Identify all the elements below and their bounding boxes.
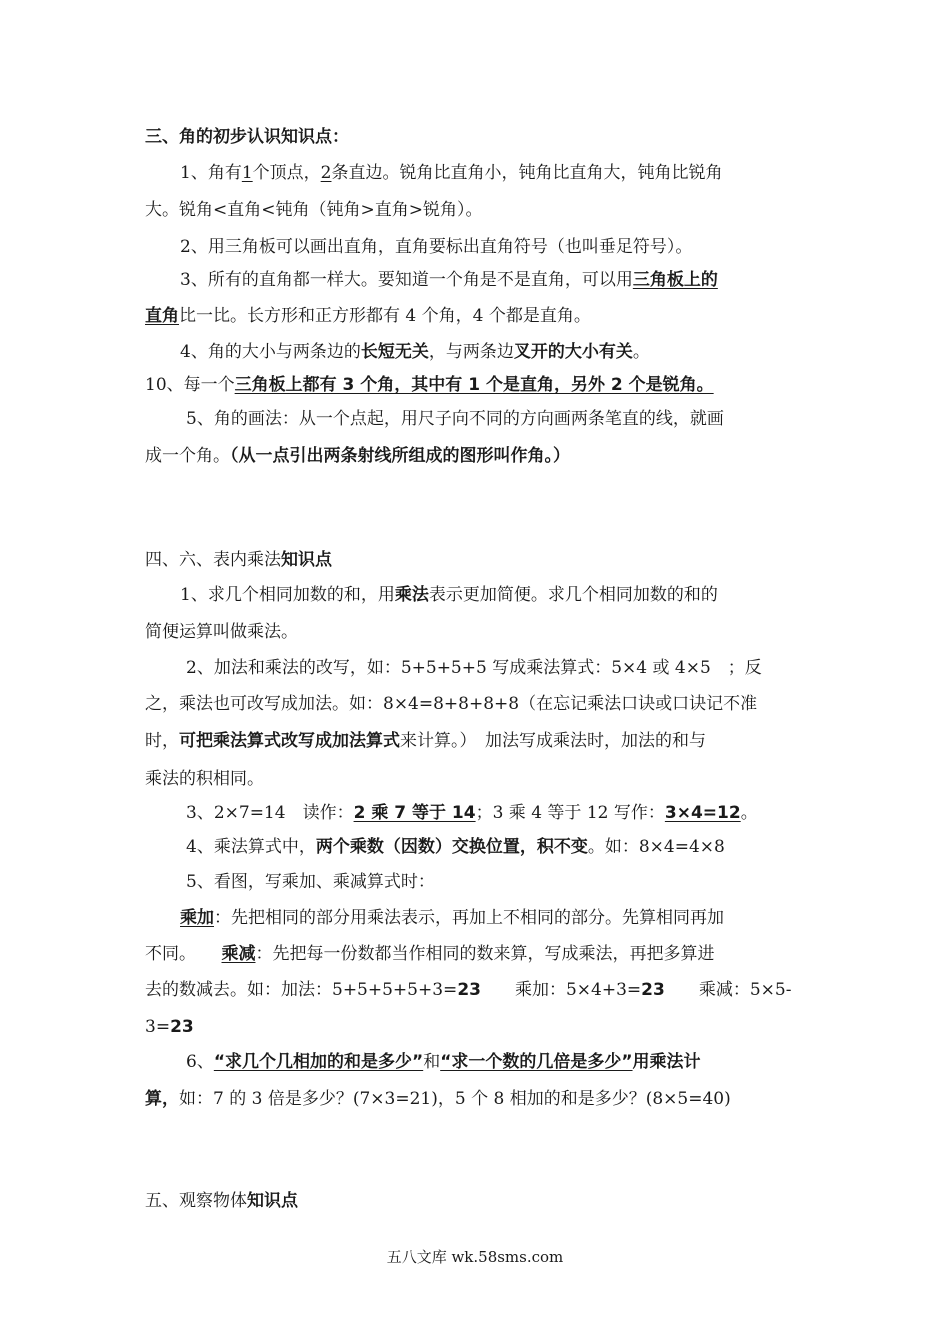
text: 和 (423, 1052, 441, 1072)
text: 4、角的大小与两条边的 (180, 342, 361, 362)
s4-p5a-line1 (180, 907, 840, 929)
s3-p5-line1: 5、角的画法：从一个点起，用尺子向不同的方向画两条笔直的线，就画 (186, 409, 724, 429)
text: ：先把相同的部分用乘法表示，再加上不相同的部分。先算相同再加 (214, 908, 724, 928)
bold-underline: 2 乘 7 等于 14 (353, 803, 476, 823)
underlined-number: 1 (241, 163, 253, 183)
s3-p3-line1 (180, 269, 840, 291)
bold-underline: “求几个几相加的和是多少” (213, 1052, 424, 1072)
text: 四、六、表内乘法 (145, 550, 281, 570)
underlined-number: 2 (320, 163, 332, 183)
s4-p6-line2 (145, 1088, 805, 1110)
s4-p3 (186, 802, 846, 824)
bold-underline: 3×4=12 (664, 803, 741, 823)
text: 3、2×7=14 读作： (186, 803, 354, 823)
s3-p3-line2 (145, 305, 805, 327)
bold-text: 23 (170, 1017, 194, 1037)
s4-p1-line1 (180, 584, 840, 606)
s3-p4 (180, 341, 840, 363)
bold-text: 知识点 (247, 1191, 298, 1211)
s4-p5a-line4 (145, 1016, 805, 1038)
section3-title: 三、角的初步认识知识点： (145, 127, 349, 147)
text: 表示更加简便。求几个相同加数的和的 (428, 585, 718, 605)
bold-text: （从一点引出两条射线所组成的图形叫作角。） (230, 446, 570, 466)
bold-text: 算， (145, 1089, 179, 1109)
bold-text: 知识点 (281, 550, 332, 570)
s4-p2-line3 (145, 730, 805, 752)
text: 不同。 (145, 944, 222, 964)
section4-title (145, 549, 805, 571)
page-footer: 五八文库 wk.58sms.com (386, 1248, 564, 1266)
text: 3、所有的直角都一样大。要知道一个角是不是直角，可以用 (180, 270, 633, 290)
text: 来计算。） 加法写成乘法时，加法的和与 (400, 731, 706, 751)
bold-underline: 三角板上都有 3 个角，其中有 1 个是直角，另外 2 个是锐角。 (234, 375, 714, 395)
text: 成一个角。 (145, 446, 230, 466)
text: 1、角有 (180, 163, 242, 183)
text: 1、求几个相同加数的和，用 (180, 585, 395, 605)
bold-underline: 三角板上的 (632, 270, 718, 290)
s4-p5: 5、看图，写乘加、乘减算式时： (186, 872, 435, 892)
s4-p6-line1 (186, 1051, 846, 1073)
s4-p2-line2: 之，乘法也可改写成加法。如：8×4=8+8+8+8（在忘记乘法口诀或口诀记不准 (145, 694, 758, 714)
bold-text: 23 (457, 980, 481, 1000)
text: 个顶点， (252, 163, 321, 183)
text: 乘加：5×4+3= (480, 980, 642, 1000)
text: 条直边。锐角比直角小，钝角比直角大，钝角比锐角 (331, 163, 723, 183)
bold-underline: “求一个数的几倍是多少” (440, 1052, 633, 1072)
s3-p2: 2、用三角板可以画出直角，直角要标出直角符号（也叫垂足符号）。 (180, 237, 693, 257)
text: 去的数减去。如：加法：5+5+5+5+3= (145, 980, 458, 1000)
bold-text: 用乘法计 (632, 1052, 701, 1072)
text: 比一比。长方形和正方形都有 4 个角，4 个都是直角。 (179, 306, 591, 326)
s3-p10 (145, 374, 805, 396)
text: 时， (145, 731, 179, 751)
bold-text: 可把乘法算式改写成加法算式 (179, 731, 400, 751)
s3-p1-line1 (180, 162, 840, 184)
text: 如：7 的 3 倍是多少？(7×3=21)，5 个 8 相加的和是多少？(8×5=40) (179, 1089, 731, 1109)
bold-underline: 乘加 (180, 908, 214, 928)
bold-text: 长短无关 (360, 342, 429, 362)
text: ，与两条边 (428, 342, 514, 362)
bold-text: 两个乘数（因数）交换位置，积不变 (315, 837, 588, 857)
s4-p4 (186, 836, 846, 858)
text: 乘减：5×5- (664, 980, 792, 1000)
s3-p5-line2 (145, 445, 805, 467)
text: 。 (740, 803, 758, 823)
text: 。如：8×4=4×8 (587, 837, 725, 857)
text: 10、每一个 (145, 375, 235, 395)
bold-text: 23 (641, 980, 665, 1000)
bold-underline: 乘减 (221, 944, 256, 964)
text: 6、 (186, 1052, 214, 1072)
bold-text: 乘法 (394, 585, 429, 605)
bold-underline: 直角 (145, 306, 179, 326)
s4-p5a-line3 (145, 979, 805, 1001)
s4-p5a-line2 (145, 943, 805, 965)
text: 五、观察物体 (145, 1191, 247, 1211)
s4-p2-line4: 乘法的积相同。 (145, 769, 264, 789)
s3-p1-line2: 大。锐角<直角<钝角（钝角>直角>锐角）。 (145, 200, 483, 220)
text: 4、乘法算式中， (186, 837, 316, 857)
s4-p1-line2: 简便运算叫做乘法。 (145, 622, 298, 642)
text: ；3 乘 4 等于 12 写作： (475, 803, 665, 823)
bold-text: 叉开的大小有关 (513, 342, 633, 362)
text: ：先把每一份数都当作相同的数来算，写成乘法，再把多算进 (255, 944, 715, 964)
text: 。 (632, 342, 650, 362)
section5-title (145, 1190, 805, 1212)
text: 3= (145, 1017, 171, 1037)
s4-p2-line1: 2、加法和乘法的改写，如：5+5+5+5 写成乘法算式：5×4 或 4×5 ；反 (186, 658, 762, 678)
